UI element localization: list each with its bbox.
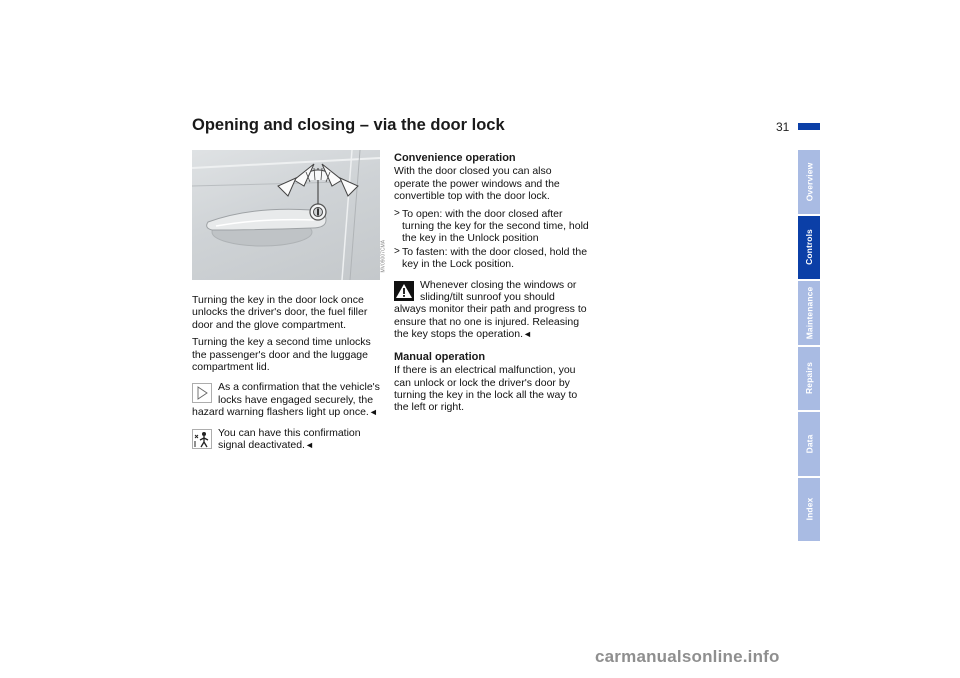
tab-data[interactable]: Data <box>798 412 820 476</box>
figure-code: MV09007CMA <box>381 240 387 273</box>
page-number-bar <box>798 123 820 130</box>
list-item: > To open: with the door closed after turning the key for the second time, hold the key in the Unlock position <box>394 208 589 245</box>
warning-note <box>394 279 589 341</box>
paragraph-key-once: Turning the key in the door lock once unlocks the driver's door, the fuel filler door and the glove compartment. <box>192 294 368 331</box>
watermark: carmanualsonline.info <box>595 647 780 666</box>
triangle-note-icon <box>192 383 212 403</box>
end-mark: ◄ <box>304 440 314 451</box>
heading-convenience-operation: Convenience operation <box>394 152 516 164</box>
warning-icon <box>394 281 414 301</box>
note-deactivate-text: You can have this confirmation signal deactivated. <box>218 426 361 452</box>
convenience-steps <box>394 208 589 271</box>
page-title: Opening and closing – via the door lock <box>192 116 505 134</box>
paragraph-manual-operation: If there is an electrical malfunction, you can unlock or lock the driver's door by turning the key in the lock all the way to the left or right. <box>394 364 578 414</box>
door-handle-drawing <box>192 150 380 280</box>
tab-maintenance[interactable]: Maintenance <box>798 281 820 345</box>
section-tabs <box>798 150 820 541</box>
paragraph-convenience-intro: With the door closed you can also operate the power windows and the convertible top with the door lock. <box>394 165 560 203</box>
tab-controls[interactable]: Controls <box>798 216 820 280</box>
end-mark: ◄ <box>523 329 532 340</box>
tab-overview[interactable]: Overview <box>798 150 820 214</box>
service-technician-icon <box>192 429 212 449</box>
paragraph-key-twice: Turning the key a second time unlocks the passenger's door and the luggage compartment lid. <box>192 336 371 374</box>
heading-manual-operation: Manual operation <box>394 350 486 363</box>
tab-repairs[interactable]: Repairs <box>798 347 820 411</box>
note-deactivate <box>192 427 380 452</box>
tab-index[interactable]: Index <box>798 478 820 542</box>
note-confirmation <box>192 381 380 418</box>
left-column <box>192 150 387 457</box>
right-column <box>394 146 589 419</box>
list-item: > To fasten: with the door closed, hold the key in the Lock position. <box>394 246 589 271</box>
page-number: 31 <box>776 120 790 134</box>
warning-text: Whenever closing the windows or sliding/tilt sunroof you should always monitor their path and progress to ensure that no one is injured. Releasing the key stops the operation. <box>394 278 587 341</box>
end-mark: ◄ <box>368 407 378 418</box>
door-lock-illustration <box>192 150 387 280</box>
note-confirmation-text: As a confirmation that the vehicle's locks have engaged securely, the hazard warning flashers light up once. <box>192 381 380 419</box>
